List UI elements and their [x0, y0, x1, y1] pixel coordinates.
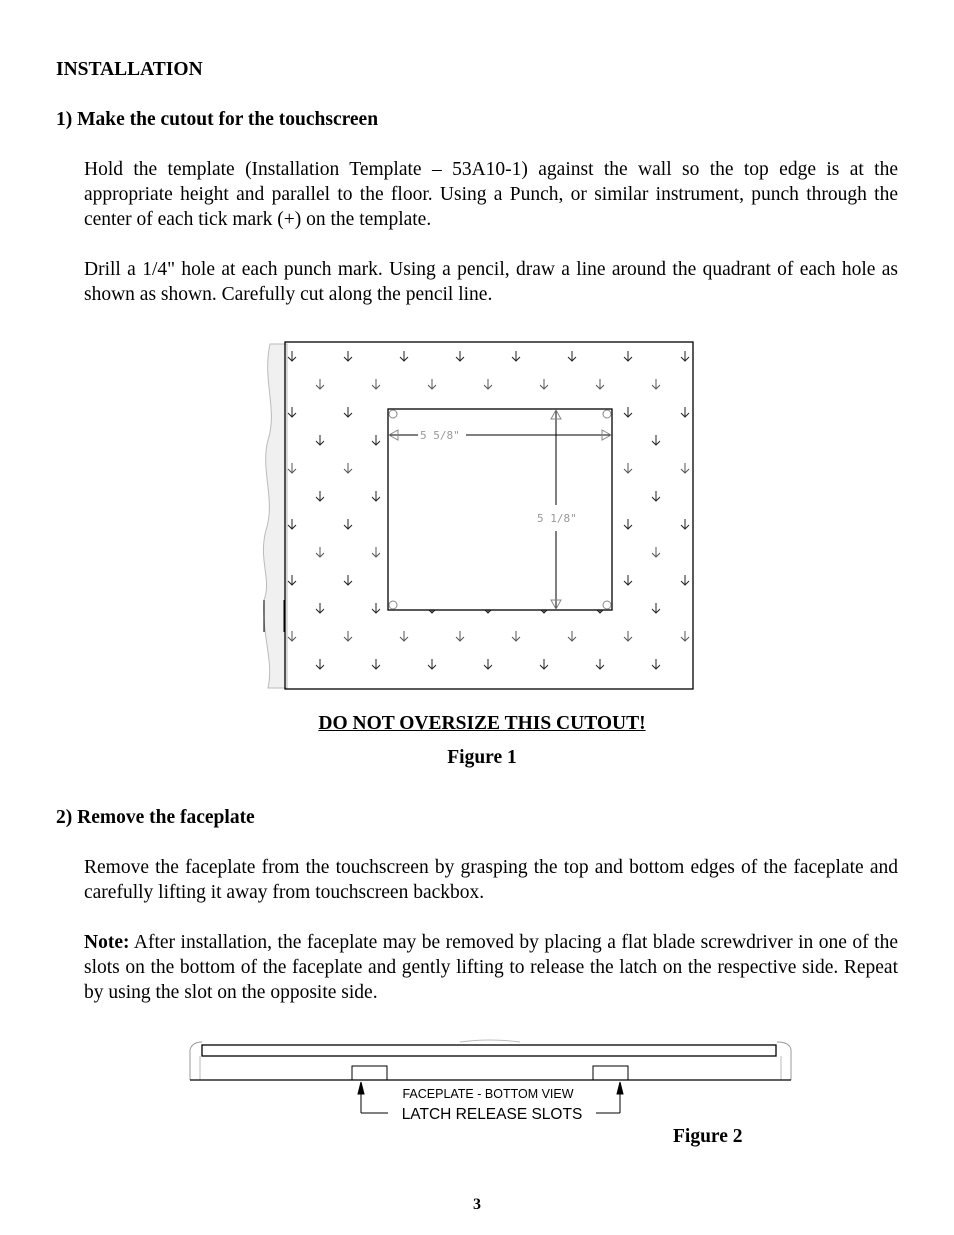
faceplate-ends — [190, 1042, 791, 1080]
tick-mark-arrow — [652, 435, 660, 445]
tick-mark-arrow — [288, 351, 296, 361]
tick-mark-arrow — [681, 407, 689, 417]
tick-mark-arrow — [484, 379, 492, 389]
tick-mark-arrow — [288, 463, 296, 473]
tick-mark-arrow — [681, 631, 689, 641]
tick-mark-arrow — [624, 407, 632, 417]
width-label: 5 5/8" — [420, 429, 460, 442]
tick-mark-arrow — [652, 491, 660, 501]
tick-mark-arrow — [456, 631, 464, 641]
faceplate-view-label: FACEPLATE - BOTTOM VIEW — [402, 1087, 574, 1101]
step2-note — [84, 930, 898, 1005]
tick-mark-arrow — [681, 575, 689, 585]
tick-mark-arrow — [344, 519, 352, 529]
note-text: After installation, the faceplate may be removed by placing a flat blade screwdriver in one of the slots on the bottom of the faceplate and gently lifting to release the latch on the respective side. Repeat by using the slot on the opposite side. — [84, 932, 898, 1003]
tick-mark-arrow — [681, 463, 689, 473]
corner-hole — [389, 410, 397, 418]
tick-mark-arrow — [624, 351, 632, 361]
tick-mark-arrow — [344, 351, 352, 361]
tick-mark-arrow — [288, 519, 296, 529]
tick-mark-arrow — [316, 603, 324, 613]
tick-mark-arrow — [428, 379, 436, 389]
page-number: 3 — [473, 1196, 481, 1213]
tick-mark-arrow — [400, 351, 408, 361]
tick-mark-arrow — [512, 351, 520, 361]
tick-mark-arrow — [400, 631, 408, 641]
latch-slot-right — [593, 1066, 628, 1080]
faceplate-curve — [460, 1040, 520, 1042]
tick-mark-arrow — [456, 351, 464, 361]
tick-mark-arrow — [288, 575, 296, 585]
tick-mark-arrow — [540, 659, 548, 669]
tick-mark-arrow — [428, 659, 436, 669]
tick-mark-arrow — [316, 547, 324, 557]
tick-mark-arrow — [624, 519, 632, 529]
latch-slot-left — [352, 1066, 387, 1080]
step2-heading: 2) Remove the faceplate — [56, 807, 255, 828]
tick-mark-arrow — [681, 519, 689, 529]
latch-slots-label: LATCH RELEASE SLOTS — [401, 1106, 583, 1123]
corner-hole — [603, 601, 611, 609]
note-label: Note: — [84, 932, 130, 953]
step1-heading: 1) Make the cutout for the touchscreen — [56, 109, 379, 130]
tick-mark-arrow — [512, 631, 520, 641]
tick-mark-arrow — [344, 631, 352, 641]
wall-section — [263, 344, 287, 688]
tick-mark-arrow — [596, 379, 604, 389]
figure-1-caption: Figure 1 — [447, 747, 517, 768]
tick-mark-arrow — [344, 575, 352, 585]
tick-mark-arrow — [484, 659, 492, 669]
tick-mark-arrow — [652, 659, 660, 669]
tick-mark-arrow — [344, 407, 352, 417]
tick-mark-arrow — [652, 547, 660, 557]
tick-mark-arrow — [316, 379, 324, 389]
tick-mark-arrow — [372, 491, 380, 501]
tick-mark-arrow — [624, 463, 632, 473]
height-label: 5 1/8" — [537, 512, 577, 525]
tick-mark-arrow — [652, 379, 660, 389]
tick-mark-arrow — [652, 603, 660, 613]
tick-mark-arrow — [624, 631, 632, 641]
tick-mark-arrow — [316, 659, 324, 669]
tick-mark-arrow — [372, 435, 380, 445]
corner-hole — [603, 410, 611, 418]
tick-mark-arrow — [316, 491, 324, 501]
tick-mark-arrow — [372, 379, 380, 389]
tick-mark-arrow — [316, 435, 324, 445]
tick-mark-arrow — [344, 463, 352, 473]
tick-mark-arrow — [288, 407, 296, 417]
tick-mark-arrow — [568, 351, 576, 361]
step2-paragraph-1: Remove the faceplate from the touchscreen by grasping the top and bottom edges of the faceplate and carefully lifting it away from touchscreen backbox. — [84, 857, 898, 903]
tick-mark-arrow — [372, 603, 380, 613]
tick-mark-arrow — [624, 575, 632, 585]
tick-mark-arrow — [540, 379, 548, 389]
tick-mark-arrow — [681, 351, 689, 361]
step1-paragraph-2: Drill a 1/4" hole at each punch mark. Using a pencil, draw a line around the quadrant of each hole as shown as shown. Carefully cut along the pencil line. — [84, 259, 898, 305]
tick-mark-arrow — [372, 659, 380, 669]
section-title: INSTALLATION — [56, 59, 203, 80]
corner-hole — [389, 601, 397, 609]
tick-mark-arrow — [288, 631, 296, 641]
tick-mark-arrow — [596, 659, 604, 669]
right-pointer-arrow — [596, 1082, 623, 1113]
tick-mark-arrow — [372, 547, 380, 557]
faceplate-top-edge — [202, 1045, 776, 1056]
tick-mark-arrow — [568, 631, 576, 641]
left-pointer-arrow — [358, 1082, 388, 1113]
cutout-warning: DO NOT OVERSIZE THIS CUTOUT! — [318, 713, 646, 734]
step1-paragraph-1: Hold the template (Installation Template – 53A10-1) against the wall so the top edge is at the appropriate height and parallel to the floor. Using a Punch, or similar instrument, punch through the center of each tick mark (+) on the template. — [84, 159, 898, 230]
figure-2-caption: Figure 2 — [673, 1126, 743, 1147]
